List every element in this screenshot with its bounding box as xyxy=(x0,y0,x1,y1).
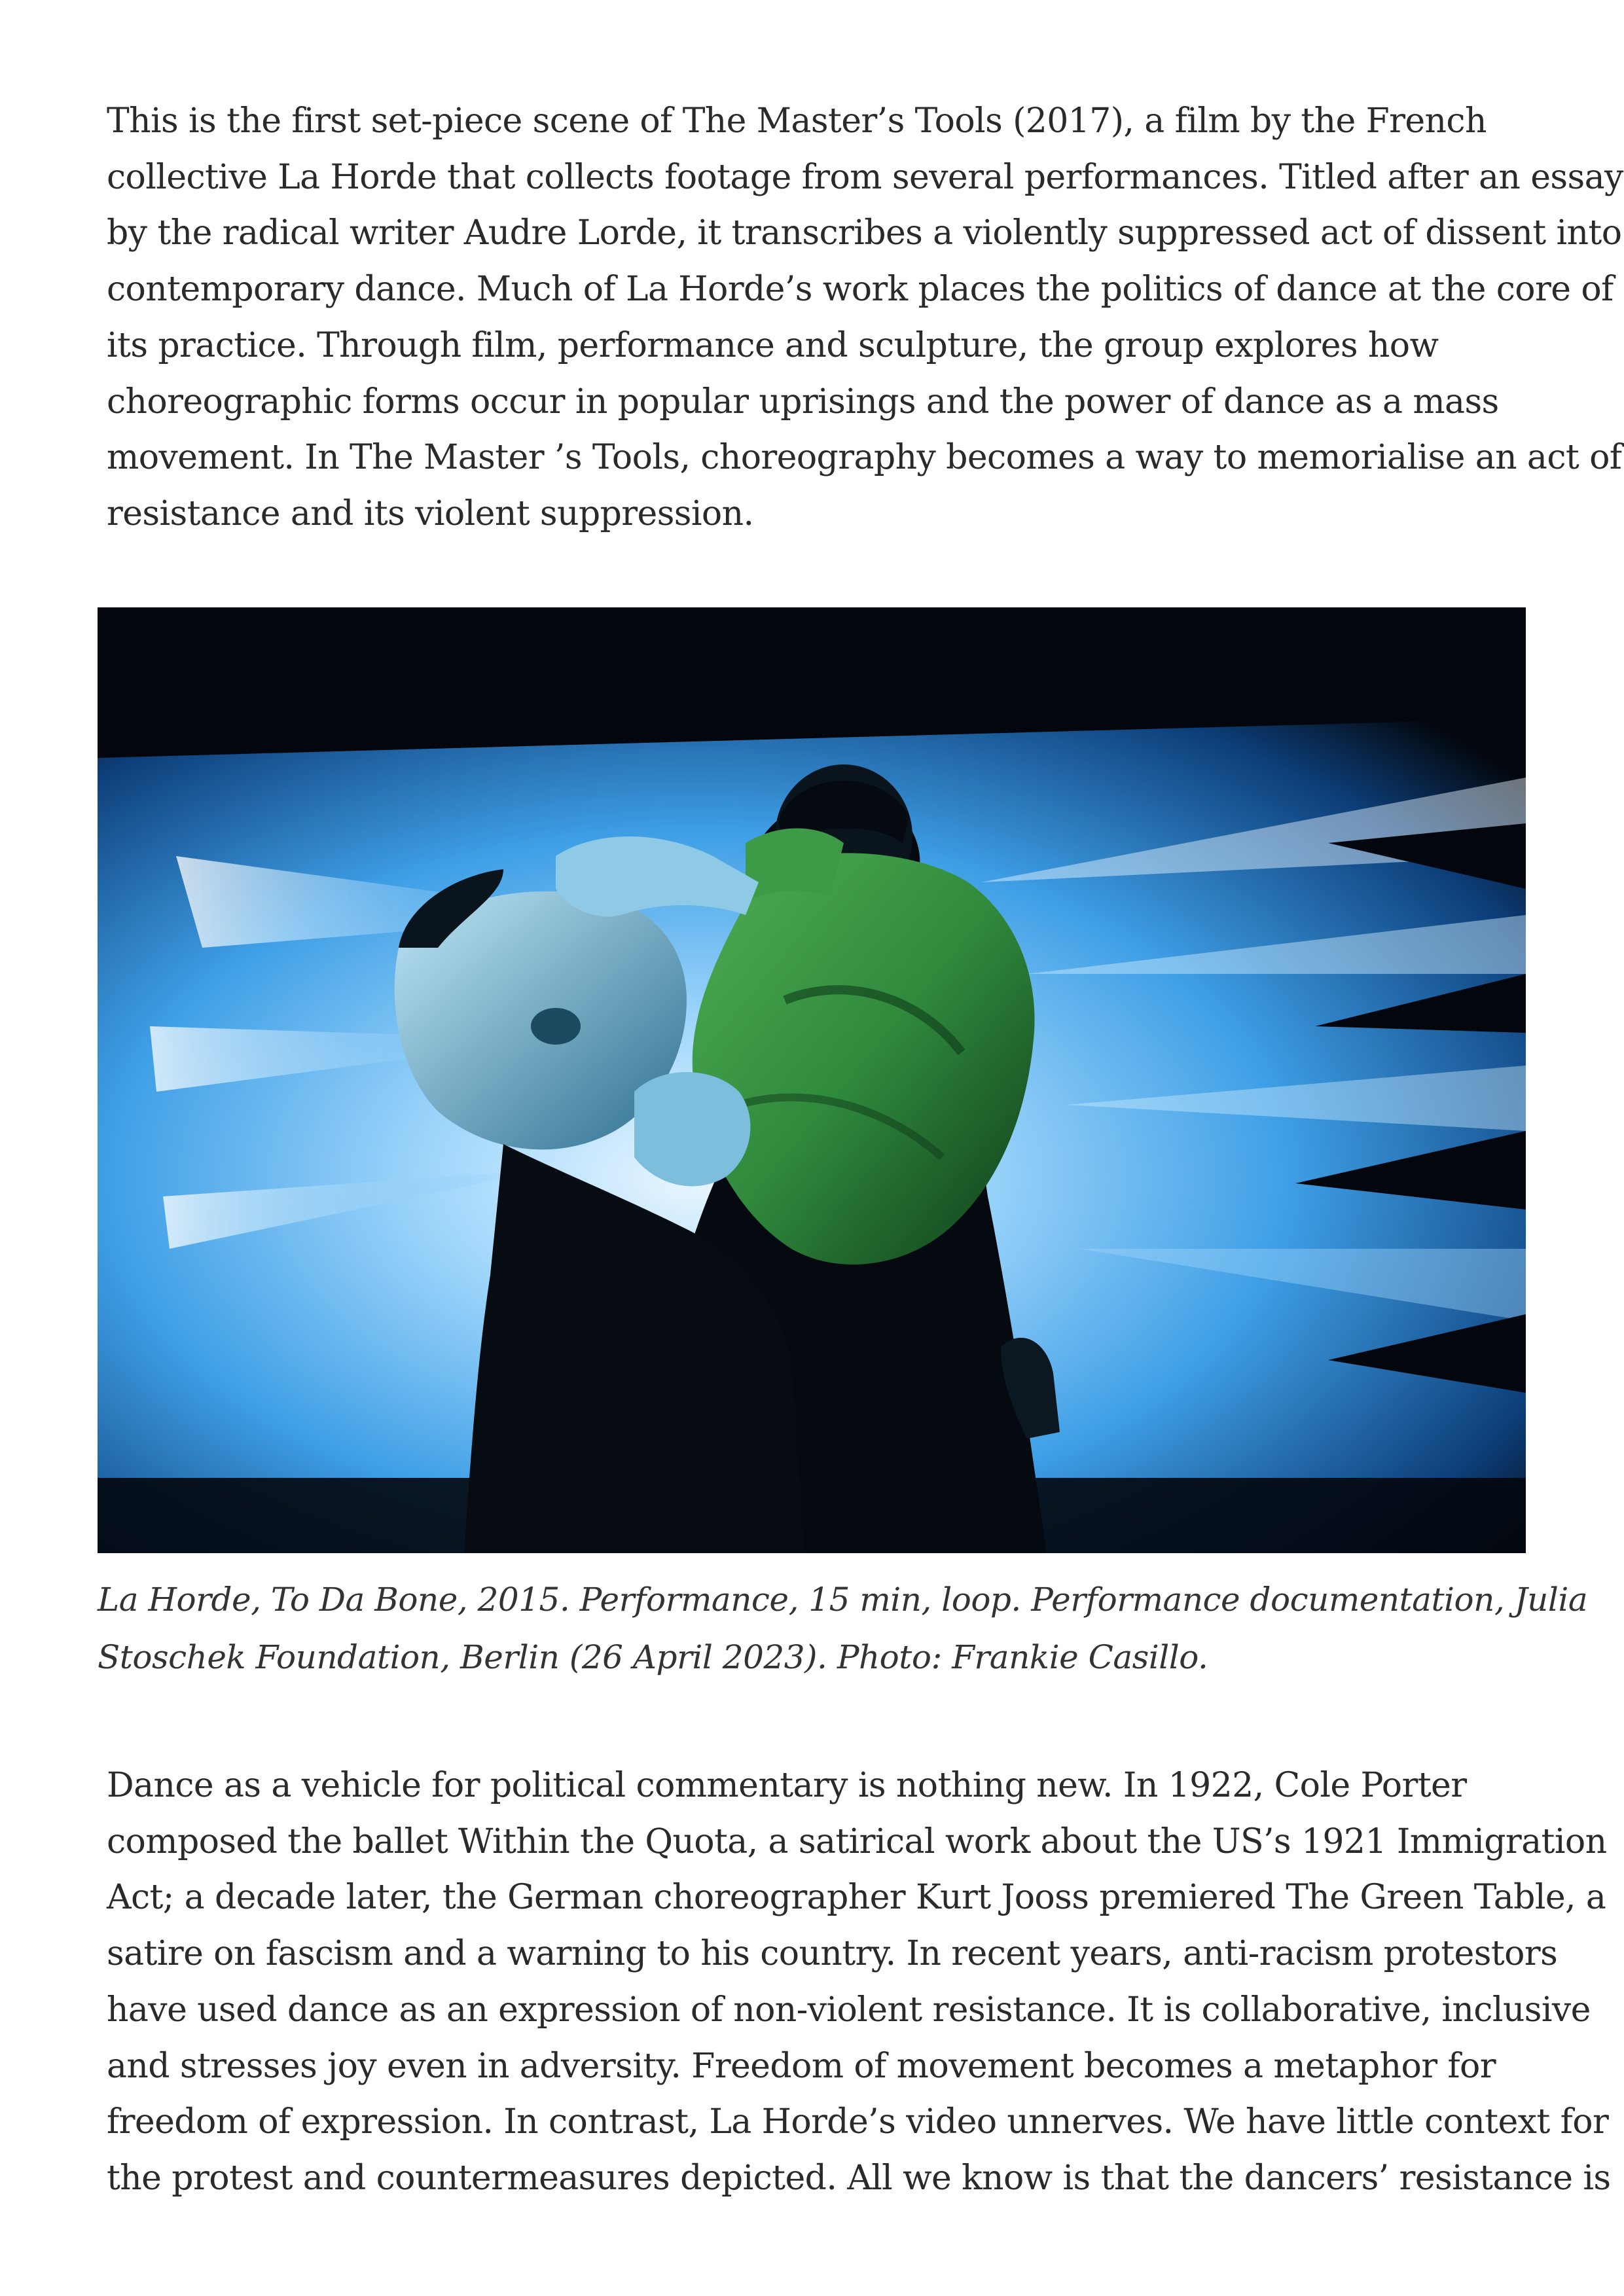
text-line: Act; a decade later, the German choreographer Kurt Jooss premiered The Green Table, a xyxy=(107,1878,1606,1918)
text-line: contemporary dance. Much of La Horde’s work places the politics of dance at the core of xyxy=(107,270,1614,310)
text-line: satire on fascism and a warning to his country. In recent years, anti-racism protestors xyxy=(107,1934,1558,1974)
photo-caption xyxy=(98,1571,1588,1686)
text-line: its practice. Through film, performance and sculpture, the group explores how xyxy=(107,325,1439,365)
text-line: by the radical writer Audre Lorde, it transcribes a violently suppressed act of dissent into xyxy=(107,213,1622,253)
text-line: movement. In The Master ’s Tools, choreography becomes a way to memorialise an act of xyxy=(107,438,1622,478)
caption-line: La Horde, To Da Bone, 2015. Performance, 15 min, loop. Performance documentation, Julia xyxy=(98,1581,1588,1619)
text-line: collective La Horde that collects footage from several performances. Titled after an essay xyxy=(107,157,1623,197)
text-line: This is the first set-piece scene of The Master’s Tools (2017), a film by the French xyxy=(107,101,1487,141)
text-line: the protest and countermeasures depicted. All we know is that the dancers’ resistance is xyxy=(107,2158,1611,2198)
article-paragraph-2 xyxy=(107,1758,1611,2207)
text-line: resistance and its violent suppression. xyxy=(107,493,754,533)
text-line: Dance as a vehicle for political commentary is nothing new. In 1922, Cole Porter xyxy=(107,1766,1467,1805)
performance-photo xyxy=(98,607,1526,1553)
text-line: freedom of expression. In contrast, La Horde’s video unnerves. We have little context for xyxy=(107,2102,1609,2142)
text-line: have used dance as an expression of non-violent resistance. It is collaborative, inclusive xyxy=(107,1990,1591,2030)
performance-photo-illustration xyxy=(98,607,1526,1553)
text-line: composed the ballet Within the Quota, a satirical work about the US’s 1921 Immigration xyxy=(107,1821,1607,1861)
article-paragraph-1 xyxy=(107,94,1623,543)
text-line: and stresses joy even in adversity. Freedom of movement becomes a metaphor for xyxy=(107,2046,1496,2086)
text-line: choreographic forms occur in popular uprisings and the power of dance as a mass xyxy=(107,382,1499,422)
caption-line: Stoschek Foundation, Berlin (26 April 2023). Photo: Frankie Casillo. xyxy=(98,1638,1208,1676)
